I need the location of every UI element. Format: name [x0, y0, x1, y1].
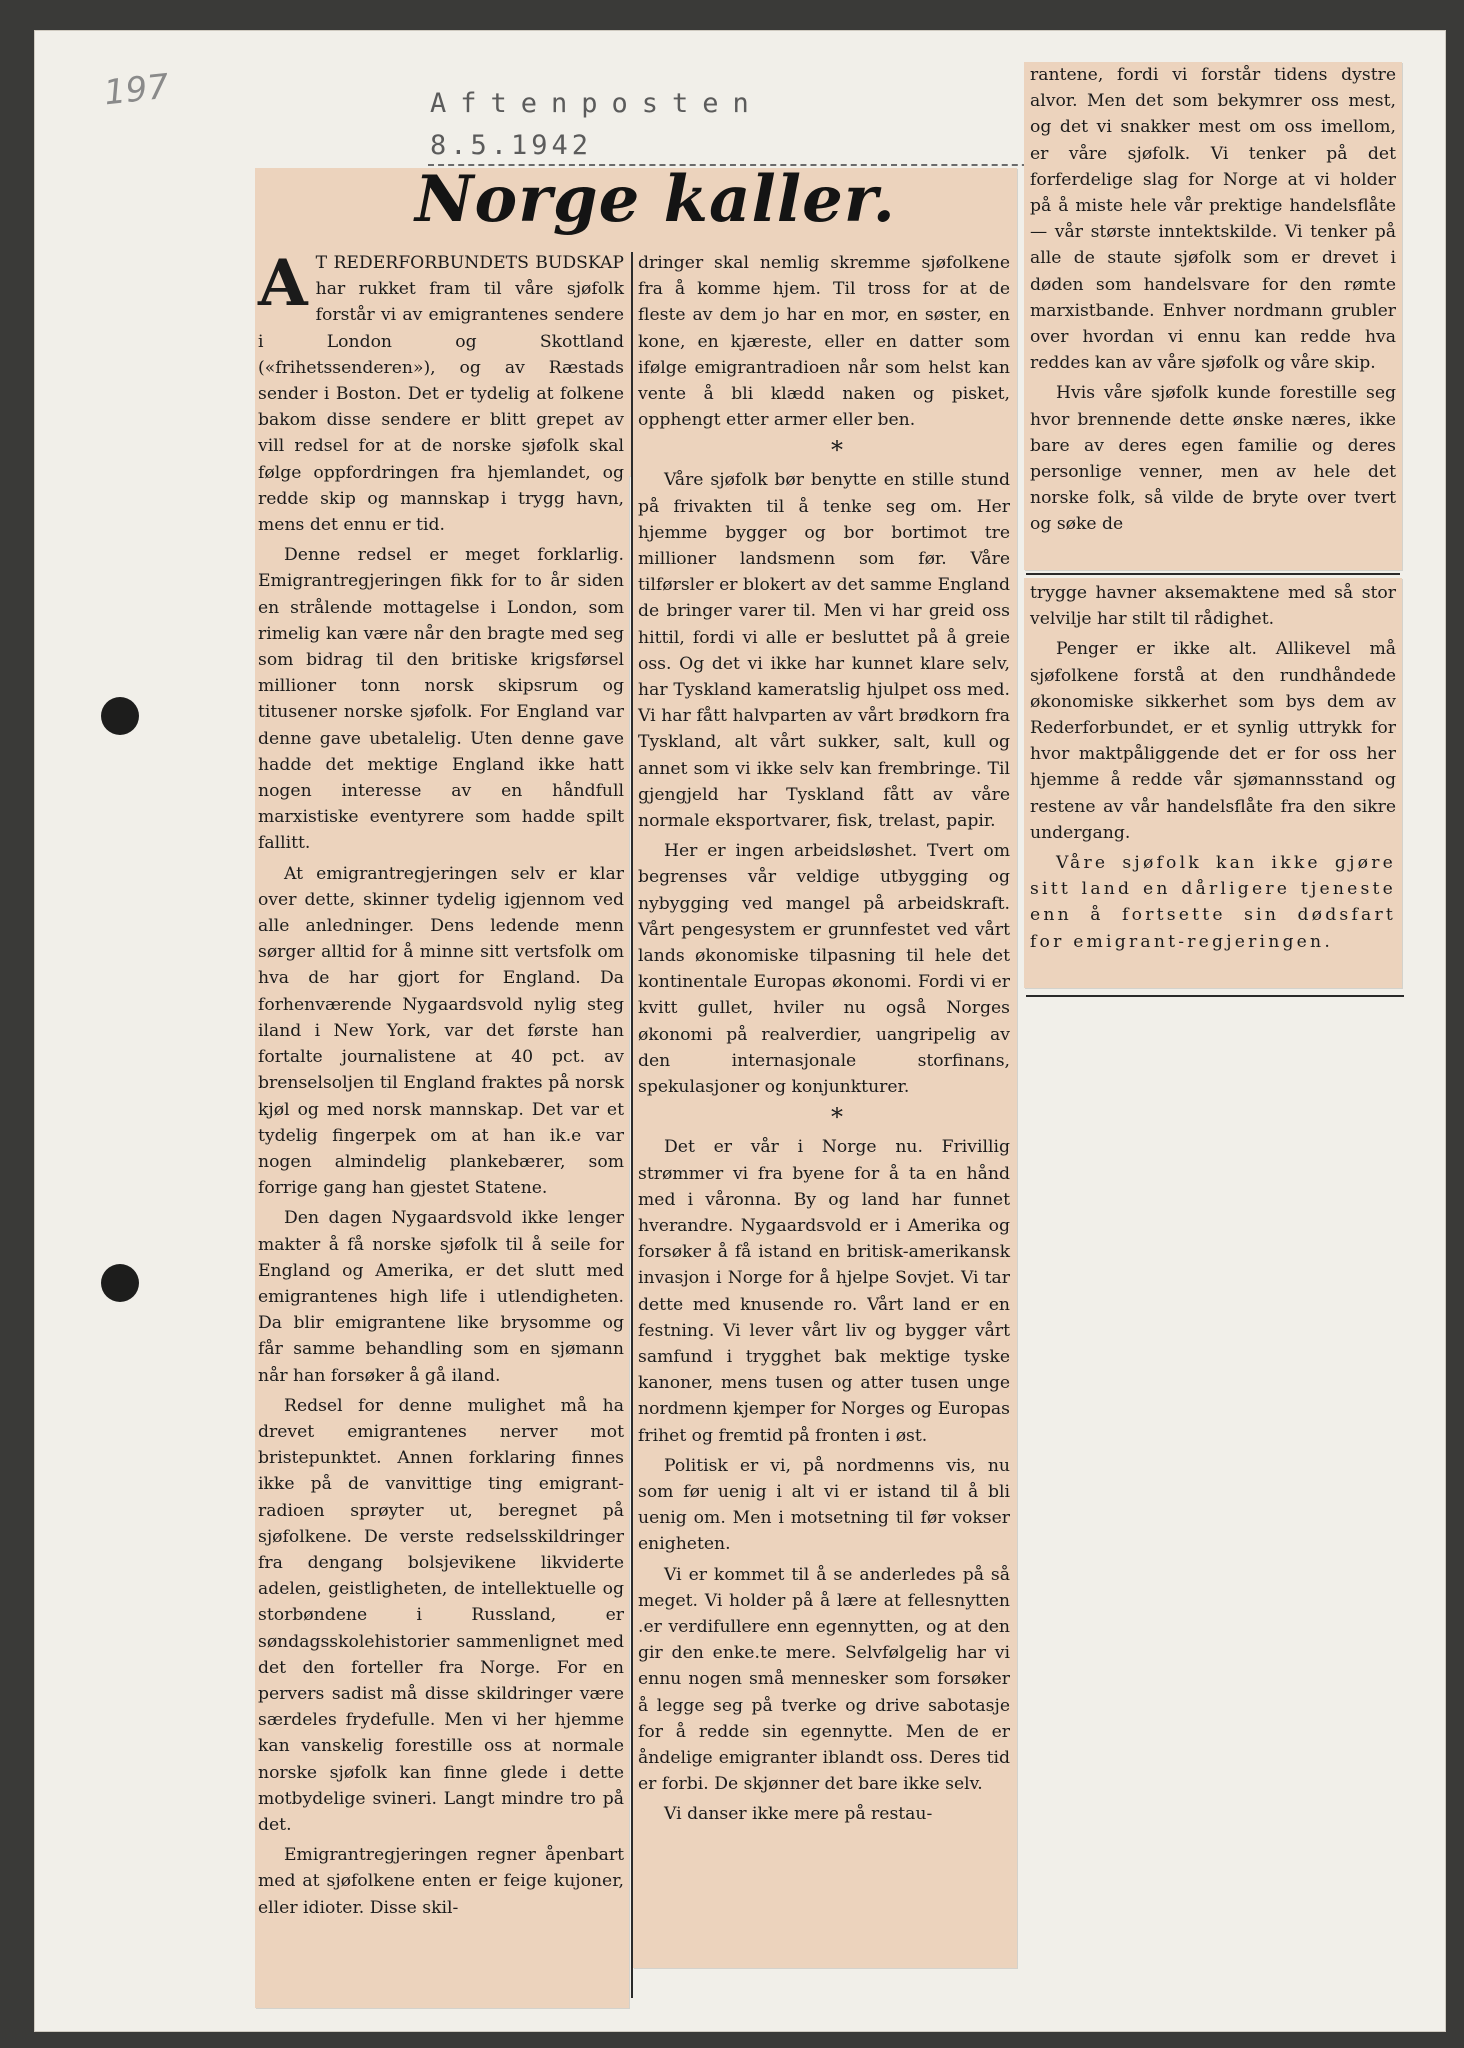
paragraph: Den dagen Nygaardsvold ikke lenger makter å få norske sjøfolk til å seile for England og Amerika, er det slutt med emigrantenes high life i utlendigheten. Da blir emigrantene like brysomme og får samme behandling som en sjømann når han forsøker å gå iland. [258, 1208, 624, 1386]
section-star: * [831, 436, 843, 465]
pencil-annotation: 197 [102, 66, 171, 114]
paragraph: Redsel for denne mulighet må ha drevet emigrantenes nerver mot bristepunktet. Annen forklaring finnes ikke på de vanvittige ting emigrant-radioen sprøyter ut, beregnet på sjøfolkene. De verste redselsskildringer fra dengang bolsjevikene likviderte adelen, geistligheten, de intellektuelle og storbøndene i Russland, er søndagsskolehistorier sammenlignet med det den forteller fra Norge. For en pervers sadist må disse skildringer være særdeles frydefulle. Men vi her hjemme kan vanskelig forestille oss at normale norske sjøfolk kan finne glede i dette motbydelige svineri. Langt mindre tro på det. [258, 1395, 624, 1835]
paragraph: Hvis våre sjøfolk kunde forestille seg hvor brennende dette ønske næres, ikke bare av deres egen familie og deres personlige venner, men av hele det norske folk, så vilde de bryte over tvert og søke de [1030, 383, 1396, 535]
typed-newspaper-name: Aftenposten [430, 88, 763, 119]
drop-cap: A [258, 246, 308, 321]
article-column-2 [638, 250, 1010, 1832]
paragraph: Her er ingen arbeidsløshet. Tvert om begrenses vår veldige utbygging og nybygging ved mangel på arbeidskraft. Vårt pengesystem er grunnfestet ved vårt lands økonomiske tilpasning til hele det kontinentale Europas økonomi. Fordi vi er kvitt gullet, hviler nu også Norges økonomi på realverdier, uangripelig av den internasjonale storfinans, spekulasjoner og konjunkturer. [638, 841, 1010, 1098]
lead-text: T REDERFORBUNDETS BUDSKAP har rukket fram til våre sjøfolk forstår vi av emigrantenes sendere i London og Skottland («frihetssenderen»), og av Ræstads sender i Boston. Det er tydelig at folkene bakom disse sendere er blitt grepet av vill redsel for at de norske sjøfolk skal følge oppfordringen fra hjemlandet, og redde skip og mannskap i trygg havn, mens det ennu er tid. [258, 253, 624, 536]
column-rule-1 [631, 252, 633, 1998]
article-column-3-top [1030, 62, 1396, 542]
clip-edge-rule [1026, 573, 1400, 575]
paragraph: Vi danser ikke mere på restau- [664, 1804, 933, 1825]
article-headline: Norge kaller. [415, 162, 896, 237]
paragraph: Politisk er vi, på nordmenns vis, nu som før uenig i alt vi er istand til å bli uenig om. Men i motsetning til før vokser enigheten. [638, 1455, 1010, 1555]
col3-bottom-rule [1026, 995, 1404, 997]
paragraph: Vi er kommet til å se anderledes på så meget. Vi holder på å lære at fellesnytten .er verdifullere enn egennytten, og at den gir den enke.te mere. Selvfølgelig har vi ennu nogen små mennesker som forsøker å legge seg på tverke og drive sabotasje for å redde sin egennytte. Men de er åndelige emigranter iblandt oss. Deres tid er forbi. De skjønner det bare ikke selv. [638, 1564, 1010, 1795]
paragraph: rantene, fordi vi forstår tidens dystre alvor. Men det som bekymrer oss mest, og det vi snakker mest om oss imellom, er våre sjøfolk. Vi tenker på det forferdelige slag for Norge at vi holder på å miste hele vår prektige handelsflåte — vår største inntektskilde. Vi tenker på alle de staute sjøfolk som er drevet i døden som handelsvare for den rømte marxistbande. Enhver nordmann grubler over hvordan vi ennu kan redde hva reddes kan av våre sjøfolk og våre skip. [1030, 65, 1396, 374]
paragraph: dringer skal nemlig skremme sjøfolkene fra å komme hjem. Til tross for at de fleste av dem jo har en mor, en søster, en kone, en kjæreste, eller en datter som ifølge emigrantradioen når som helst kan vente å bli klædd naken og pisket, opphengt etter armer eller ben. [638, 253, 1010, 431]
paragraph: Våre sjøfolk bør benytte en stille stund på frivakten til å tenke seg om. Her hjemme bygger og bor bortimot tre millioner landsmenn som før. Våre tilførsler er blokert av det samme England de bringer varer til. Men vi har greid oss hittil, fordi vi alle er besluttet på å greie oss. Og det vi ikke har kunnet klare selv, har Tyskland kameratslig hjulpet oss med. Vi har fått halvparten av vårt brødkorn fra Tyskland, alt vårt sukker, salt, kull og annet som vi ikke selv kan frembringe. Til gjengjeld har Tyskland fått av våre normale eksportvarer, fisk, trelast, papir. [638, 470, 1010, 832]
typed-date: 8.5.1942 [430, 130, 593, 161]
punch-hole-bottom [101, 1264, 139, 1302]
article-column-3-bottom [1030, 580, 1396, 959]
section-star: * [831, 1103, 843, 1132]
paragraph: At emigrantregjeringen selv er klar over dette, skinner tydelig igjennom ved alle anledninger. Dens ledende menn sørger alltid for å minne sitt vertsfolk om hva de har gjort for England. Da forhenværende Nygaardsvold nylig steg iland i New York, var det første han fortalte journalistene at 40 pct. av brenselsoljen til England fraktes på norsk kjøl og med norsk mannskap. Det var et tydelig fingerpek om at han ik.e var nogen almindelig plankebærer, som forrige gang han gjestet Statene. [258, 863, 624, 1199]
paragraph: Emigrantregjeringen regner åpenbart med at sjøfolkene enten er feige kujoner, eller idioter. Disse skil- [258, 1845, 624, 1918]
lead-paragraph [258, 246, 624, 538]
article-column-1 [258, 246, 624, 1925]
punch-hole-top [101, 697, 139, 735]
paragraph: trygge havner aksemaktene med så stor velvilje har stilt til rådighet. [1030, 583, 1396, 630]
paragraph: Penger er ikke alt. Allikevel må sjøfolkene forstå at den rundhåndede økonomiske sikkerhet som bys dem av Rederforbundet, er et synlig uttrykk for hvor maktpåliggende det er for oss her hjemme å redde vår sjømannsstand og restene av vår handelsflåte fra den sikre undergang. [1030, 639, 1396, 843]
paragraph: Det er vår i Norge nu. Frivillig strømmer vi fra byene for å ta en hånd med i våronna. By og land har funnet hverandre. Nygaardsvold er i Amerika og forsøker å få istand en britisk-amerikansk invasjon i Norge for å hjelpe Sovjet. Vi tar dette med knusende ro. Vårt land er en festning. Vi lever vårt liv og bygger vårt samfund i trygghet bak mektige tyske kanoner, mens tusen og atter tusen unge nordmenn kjemper for Norges og Europas frihet og fremtid på fronten i øst. [638, 1137, 1010, 1446]
paragraph: Denne redsel er meget forklarlig. Emigrantregjeringen fikk for to år siden en strålende mottagelse i London, som rimelig kan være når den bragte med seg som bidrag til den britiske krigsførsel millioner tonn norsk skipsrum og titusener norske sjøfolk. For England var denne gave ubetalelig. Uten denne gave hadde det mektige England ikke hatt nogen interesse av en håndfull marxistiske eventyrere som hadde spilt fallitt. [258, 545, 624, 854]
closing-paragraph: Våre sjøfolk kan ikke gjøre sitt land en dårligere tjeneste enn å fortsette sin dødsfart for emigrant-regjeringen. [1030, 853, 1396, 952]
